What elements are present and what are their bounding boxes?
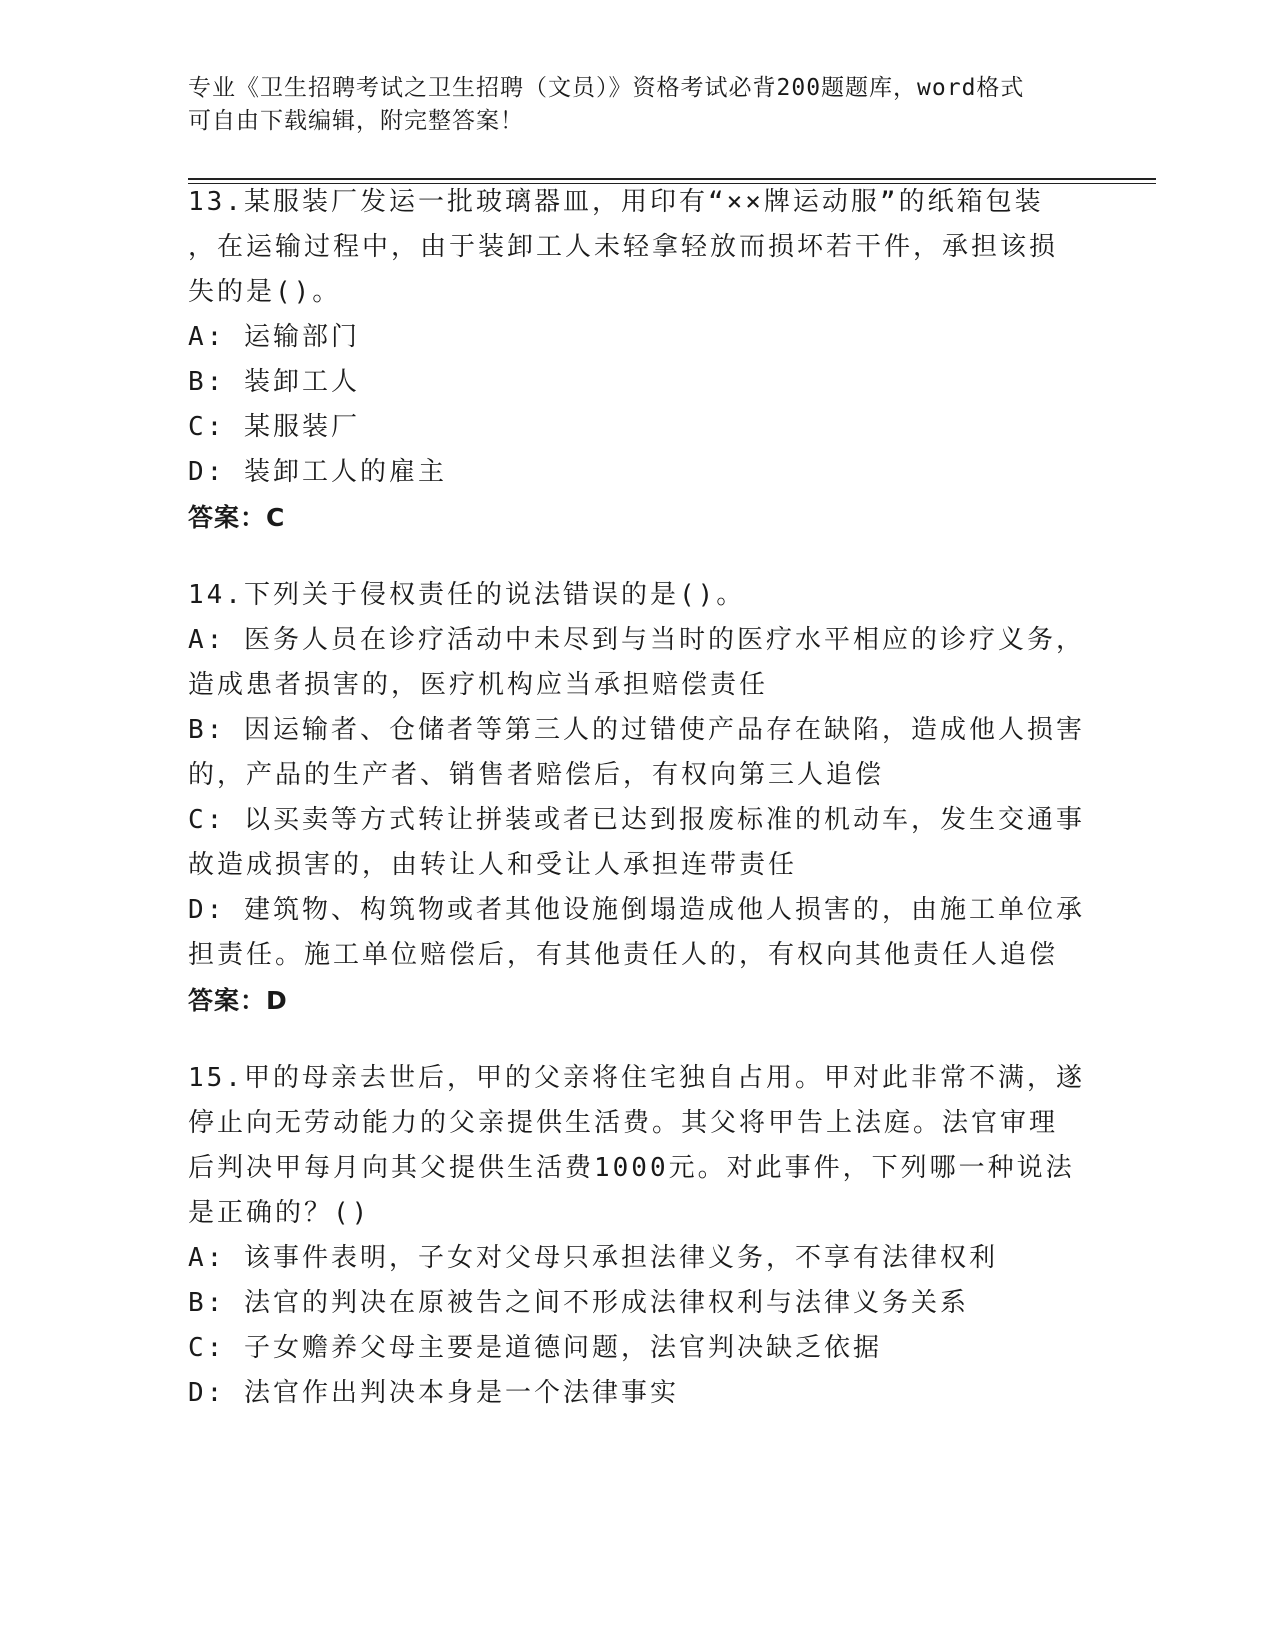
option-a: A: 该事件表明，子女对父母只承担法律义务，不享有法律权利	[188, 1243, 998, 1273]
question-stem-line: 后判决甲每月向其父提供生活费1000元。对此事件，下列哪一种说法	[188, 1153, 1075, 1183]
header-line-2: 可自由下载编辑，附完整答案！	[188, 108, 524, 134]
question-stem-line: 14.下列关于侵权责任的说法错误的是()。	[188, 580, 746, 610]
question-stem-line: 15.甲的母亲去世后，甲的父亲将住宅独自占用。甲对此非常不满，遂	[188, 1063, 1085, 1093]
question-stem-line: 失的是()。	[188, 277, 342, 307]
option-a: A: 医务人员在诊疗活动中未尽到与当时的医疗水平相应的诊疗义务，	[188, 625, 1085, 655]
option-c: C: 以买卖等方式转让拼装或者已达到报废标准的机动车，发生交通事	[188, 805, 1085, 835]
question-14	[188, 573, 1088, 1023]
option-b-continued: 的，产品的生产者、销售者赔偿后，有权向第三人追偿	[188, 760, 885, 790]
question-stem-line: 13.某服装厂发运一批玻璃器皿，用印有“××牌运动服”的纸箱包装	[188, 187, 1044, 217]
question-stem-line: 停止向无劳动能力的父亲提供生活费。其父将甲告上法庭。法官审理	[188, 1108, 1059, 1138]
option-d: D: 建筑物、构筑物或者其他设施倒塌造成他人损害的，由施工单位承	[188, 895, 1085, 925]
option-d: D: 装卸工人的雇主	[188, 457, 447, 487]
option-c: C: 子女赡养父母主要是道德问题，法官判决缺乏依据	[188, 1333, 882, 1363]
question-stem-line: ，在运输过程中，由于装卸工人未轻拿轻放而损坏若干件，承担该损	[188, 232, 1059, 262]
header-line-1: 专业《卫生招聘考试之卫生招聘（文员）》资格考试必背200题题库，word格式	[188, 75, 1025, 101]
answer-label: 答案：C	[188, 503, 286, 532]
option-b: B: 法官的判决在原被告之间不形成法律权利与法律义务关系	[188, 1288, 969, 1318]
option-a-continued: 造成患者损害的，医疗机构应当承担赔偿责任	[188, 670, 769, 700]
option-d-continued: 担责任。施工单位赔偿后，有其他责任人的，有权向其他责任人追偿	[188, 940, 1059, 970]
question-stem-line: 是正确的？()	[188, 1198, 371, 1228]
question-13	[188, 180, 1088, 540]
document-header	[188, 72, 1068, 138]
option-d: D: 法官作出判决本身是一个法律事实	[188, 1378, 679, 1408]
option-c: C: 某服装厂	[188, 412, 360, 442]
option-b: B: 装卸工人	[188, 367, 360, 397]
question-15	[188, 1056, 1088, 1416]
answer-label: 答案：D	[188, 986, 288, 1015]
option-a: A: 运输部门	[188, 322, 360, 352]
option-b: B: 因运输者、仓储者等第三人的过错使产品存在缺陷，造成他人损害	[188, 715, 1085, 745]
option-c-continued: 故造成损害的，由转让人和受让人承担连带责任	[188, 850, 798, 880]
